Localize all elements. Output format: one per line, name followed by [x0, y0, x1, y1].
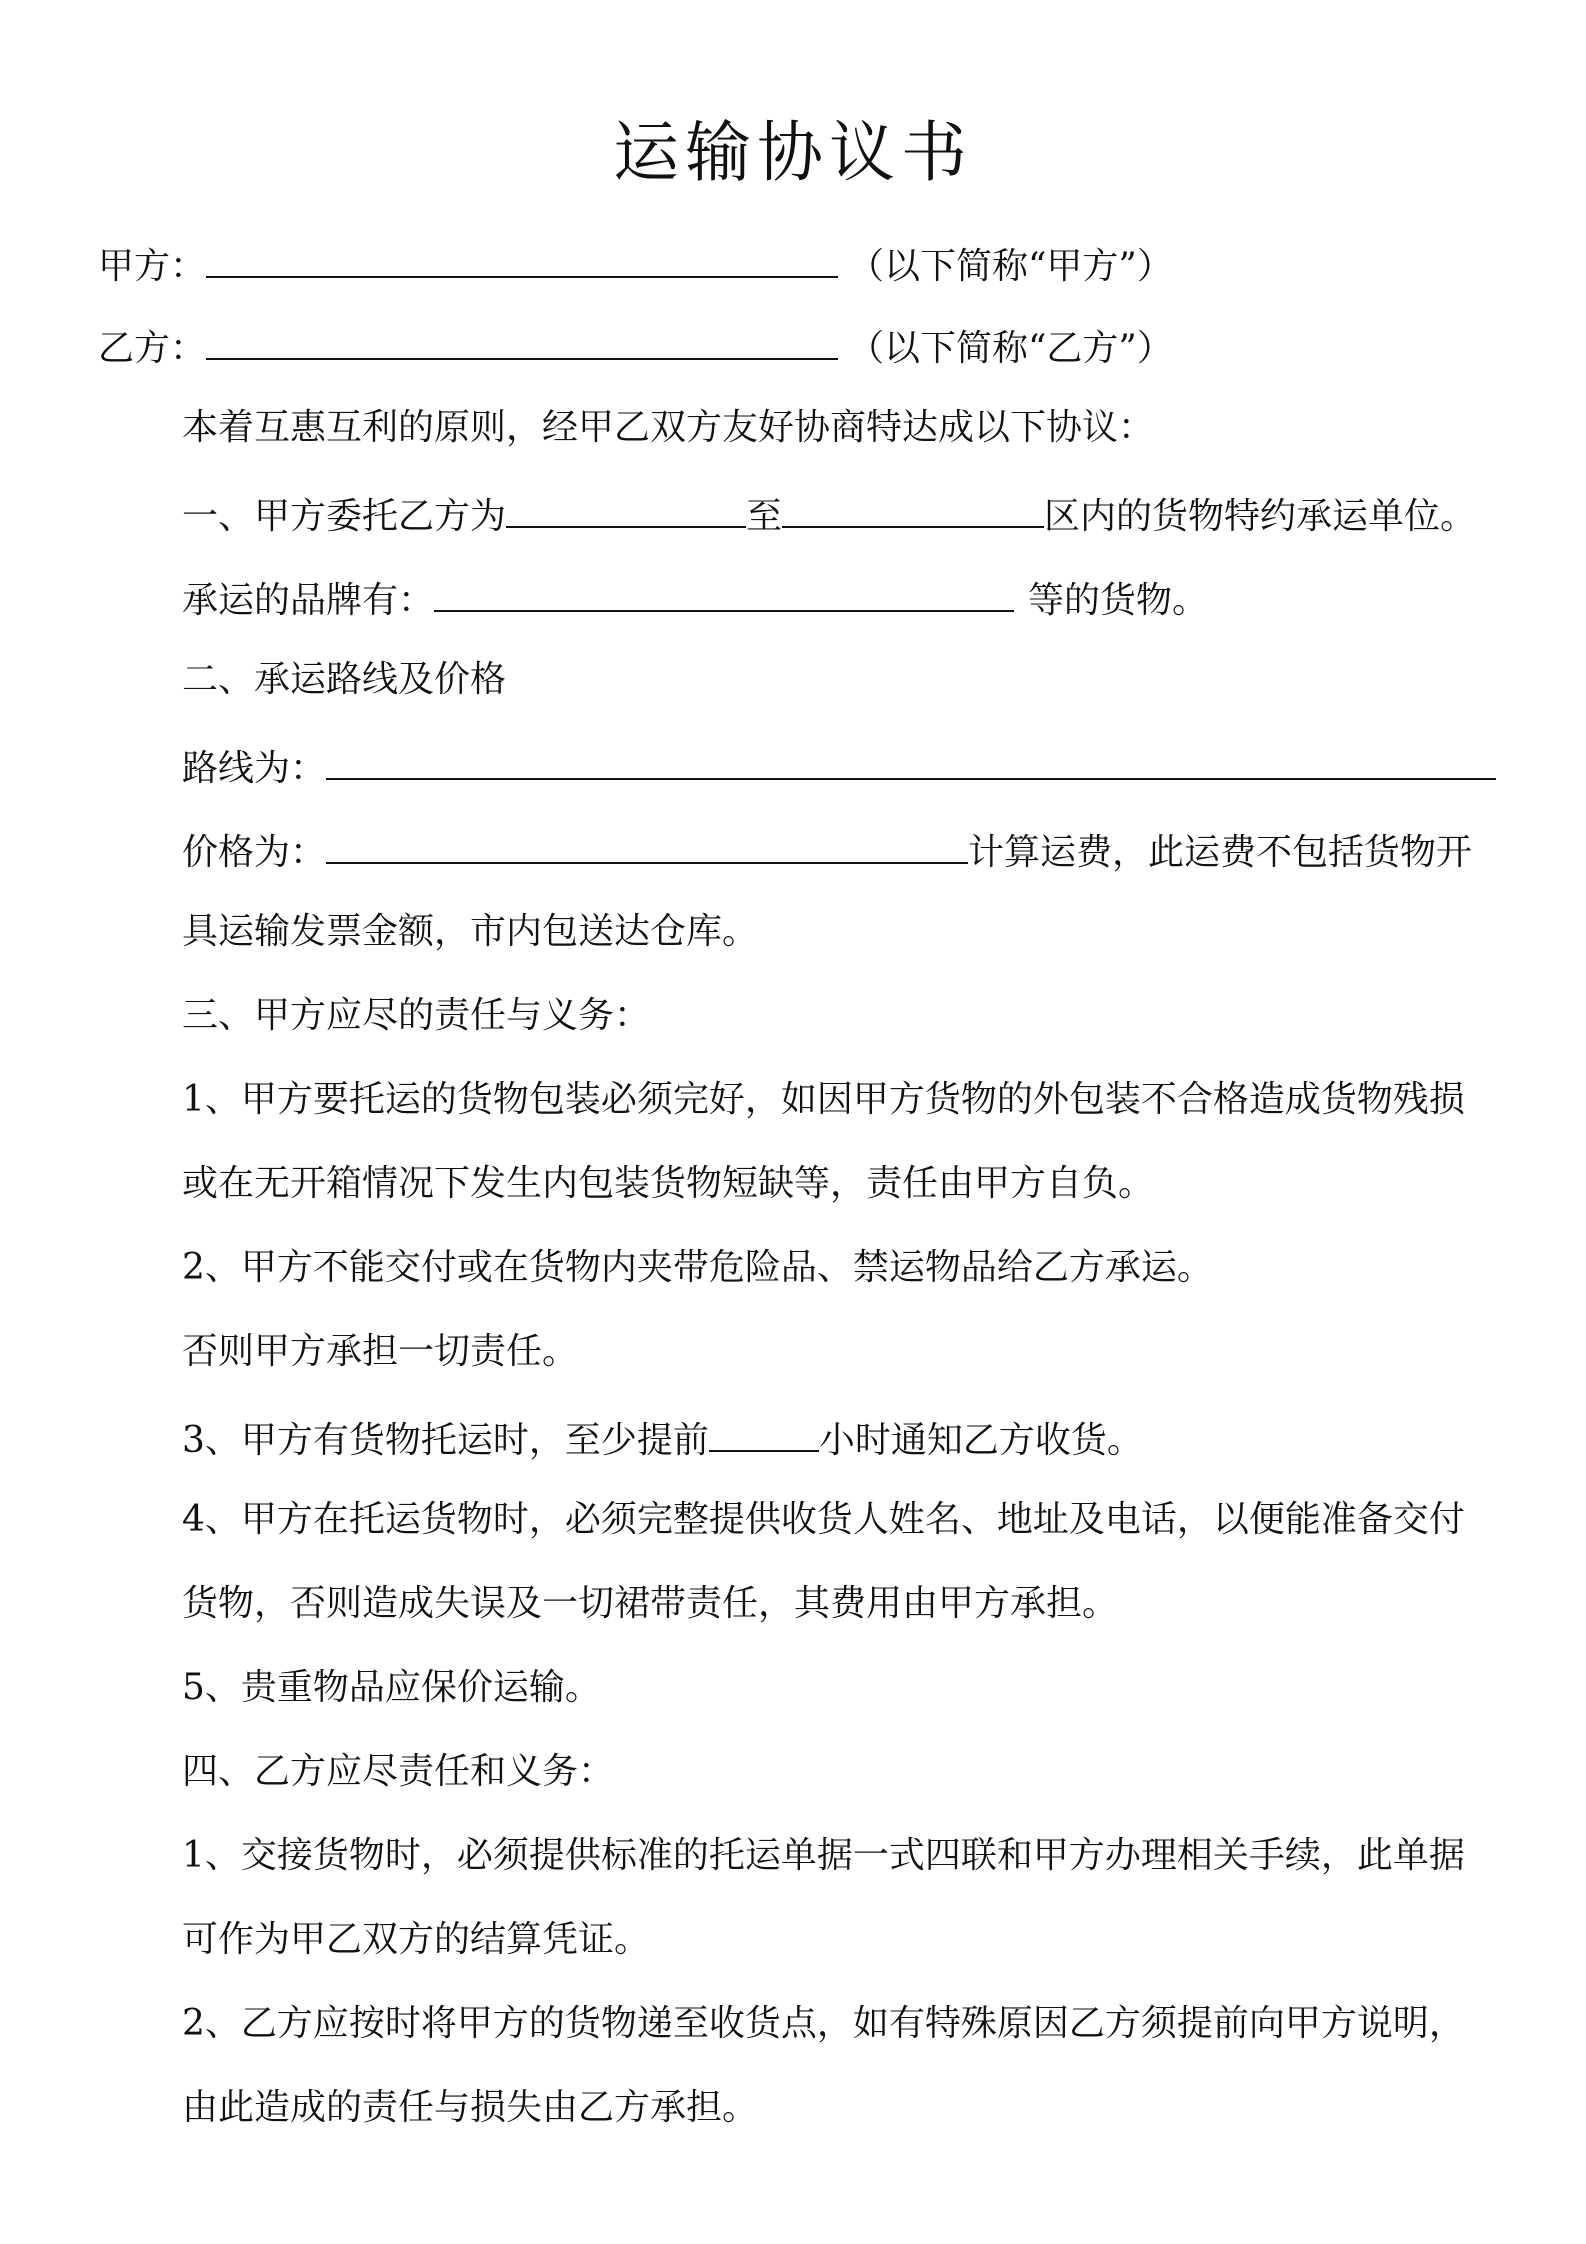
price-label: 价格为： — [182, 832, 327, 873]
s3-item2-line1: 2、甲方不能交付或在货物内夹带危险品、禁运物品给乙方承运。 — [182, 1247, 1213, 1288]
intro-paragraph: 本着互惠互利的原则，经甲乙双方友好协商特达成以下协议： — [182, 407, 1155, 448]
s3-item3-prefix: 3、甲方有货物托运时，至少提前 — [182, 1420, 709, 1461]
s4-heading: 四、乙方应尽责任和义务： — [182, 1751, 615, 1792]
s3-item5: 5、贵重物品应保价运输。 — [182, 1667, 601, 1708]
s1-mid: 至 — [746, 496, 783, 537]
s3-item2-line2: 否则甲方承担一切责任。 — [182, 1331, 579, 1372]
s4-item2-line1: 2、乙方应按时将甲方的货物递至收货点，如有特殊原因乙方须提前向甲方说明， — [182, 2003, 1465, 2044]
route-line — [182, 734, 1496, 799]
party-b-label: 乙方： — [98, 328, 207, 369]
s4-item1-line1: 1、交接货物时，必须提供标准的托运单据一式四联和甲方办理相关手续，此单据 — [182, 1835, 1465, 1876]
s1-origin-blank[interactable] — [506, 482, 746, 528]
brands-suffix: 等的货物。 — [1028, 580, 1209, 621]
notice-hours-blank[interactable] — [709, 1406, 819, 1452]
s2-heading: 二、承运路线及价格 — [182, 659, 507, 700]
price-suffix: 计算运费，此运费不包括货物开 — [968, 832, 1473, 873]
party-a-line — [98, 232, 1173, 297]
document-title: 运输协议书 — [613, 114, 973, 191]
party-a-label: 甲方： — [98, 246, 207, 287]
s1-brands-line — [182, 566, 1208, 631]
s3-item3-line — [182, 1406, 1143, 1471]
s1-line — [182, 482, 1476, 547]
price-blank[interactable] — [326, 818, 968, 864]
s1-prefix: 一、甲方委托乙方为 — [182, 496, 507, 537]
party-b-suffix: （以下简称“乙方”） — [848, 328, 1173, 369]
s1-destination-blank[interactable] — [782, 482, 1044, 528]
price-continuation: 具运输发票金额，市内包送达仓库。 — [182, 911, 759, 952]
party-a-blank[interactable] — [206, 232, 838, 278]
s3-item4-line1: 4、甲方在托运货物时，必须完整提供收货人姓名、地址及电话，以便能准备交付 — [182, 1499, 1465, 1540]
price-line — [182, 818, 1472, 883]
s4-item2-line2: 由此造成的责任与损失由乙方承担。 — [182, 2087, 759, 2128]
brands-label: 承运的品牌有： — [182, 580, 435, 621]
party-b-line — [98, 314, 1173, 379]
s3-item3-suffix: 小时通知乙方收货。 — [818, 1420, 1143, 1461]
s1-suffix: 区内的货物特约承运单位。 — [1044, 496, 1477, 537]
brands-blank[interactable] — [434, 566, 1014, 612]
party-a-suffix: （以下简称“甲方”） — [848, 246, 1173, 287]
party-b-blank[interactable] — [206, 314, 838, 360]
s4-item1-line2: 可作为甲乙双方的结算凭证。 — [182, 1919, 651, 1960]
s3-item4-line2: 货物，否则造成失误及一切裙带责任，其费用由甲方承担。 — [182, 1583, 1119, 1624]
route-blank[interactable] — [326, 734, 1496, 780]
s3-item1-line2: 或在无开箱情况下发生内包装货物短缺等，责任由甲方自负。 — [182, 1163, 1155, 1204]
s3-heading: 三、甲方应尽的责任与义务： — [182, 995, 651, 1036]
route-label: 路线为： — [182, 748, 327, 789]
s3-item1-line1: 1、甲方要托运的货物包装必须完好，如因甲方货物的外包装不合格造成货物残损 — [182, 1079, 1465, 1120]
